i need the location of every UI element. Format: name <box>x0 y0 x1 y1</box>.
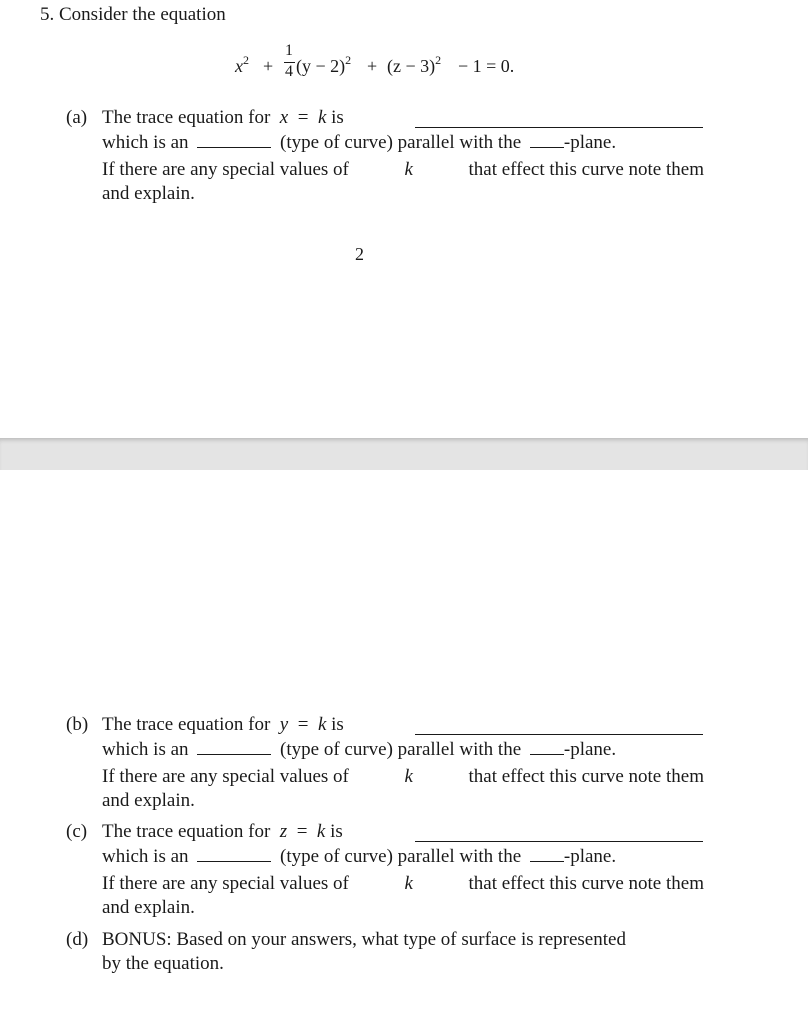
eq-frac-numerator: 1 <box>285 42 293 59</box>
part-b-line2: which is an (type of curve) parallel with the -plane. <box>102 739 617 760</box>
part-c-plane-blank[interactable] <box>530 844 564 862</box>
part-b-curve-blank[interactable] <box>197 737 271 755</box>
eq-z-group: $(z - 3)^2$ <box>387 53 442 76</box>
part-a-trace-blank[interactable] <box>415 110 703 128</box>
bonus-line2: by the equation. <box>102 953 224 974</box>
part-a-curve-blank[interactable] <box>197 130 271 148</box>
problem-number: 5. <box>40 4 55 25</box>
part-b-special: If there are any special values of k that effect this curve note them <box>102 766 704 787</box>
part-c-curve-blank[interactable] <box>197 844 271 862</box>
part-a-explain: and explain. <box>102 183 195 204</box>
part-b-explain: and explain. <box>102 790 195 811</box>
eq-plus-2: + <box>367 56 378 76</box>
part-c-explain: and explain. <box>102 897 195 918</box>
part-c-line1: The trace equation for z = k is <box>102 821 343 842</box>
part-d-label: (d) <box>66 929 89 950</box>
part-b-plane-blank[interactable] <box>530 737 564 755</box>
problem-heading <box>40 3 226 27</box>
part-c-special: If there are any special values of k that effect this curve note them <box>102 873 704 894</box>
eq-x-term: $x^2$ <box>235 53 249 76</box>
part-a-line1: The trace equation for x = k is <box>102 107 344 128</box>
page-1 <box>0 0 808 438</box>
eq-y-group: $(y - 2)^2$ <box>296 53 352 76</box>
page-number: 2 <box>355 244 364 264</box>
part-b-label: (b) <box>66 714 89 735</box>
page-gap <box>0 438 808 470</box>
bonus-line1: BONUS: Based on your answers, what type of surface is represented <box>102 929 626 950</box>
part-c-line2: which is an (type of curve) parallel with the -plane. <box>102 846 617 867</box>
part-b-trace-blank[interactable] <box>415 717 703 735</box>
eq-tail: − 1 = 0. <box>458 56 515 76</box>
problem-intro: Consider the equation <box>59 4 226 25</box>
part-b-line1: The trace equation for y = k is <box>102 714 344 735</box>
eq-plus-1: + <box>263 56 274 76</box>
part-a-special: If there are any special values of k that effect this curve note them <box>102 159 704 180</box>
part-a-plane-blank[interactable] <box>530 130 564 148</box>
part-a-label: (a) <box>66 107 88 128</box>
eq-frac-denominator: 4 <box>285 63 293 80</box>
part-a-line2: which is an (type of curve) parallel with the -plane. <box>102 132 617 153</box>
part-c-trace-blank[interactable] <box>415 824 703 842</box>
part-c-label: (c) <box>66 821 88 842</box>
